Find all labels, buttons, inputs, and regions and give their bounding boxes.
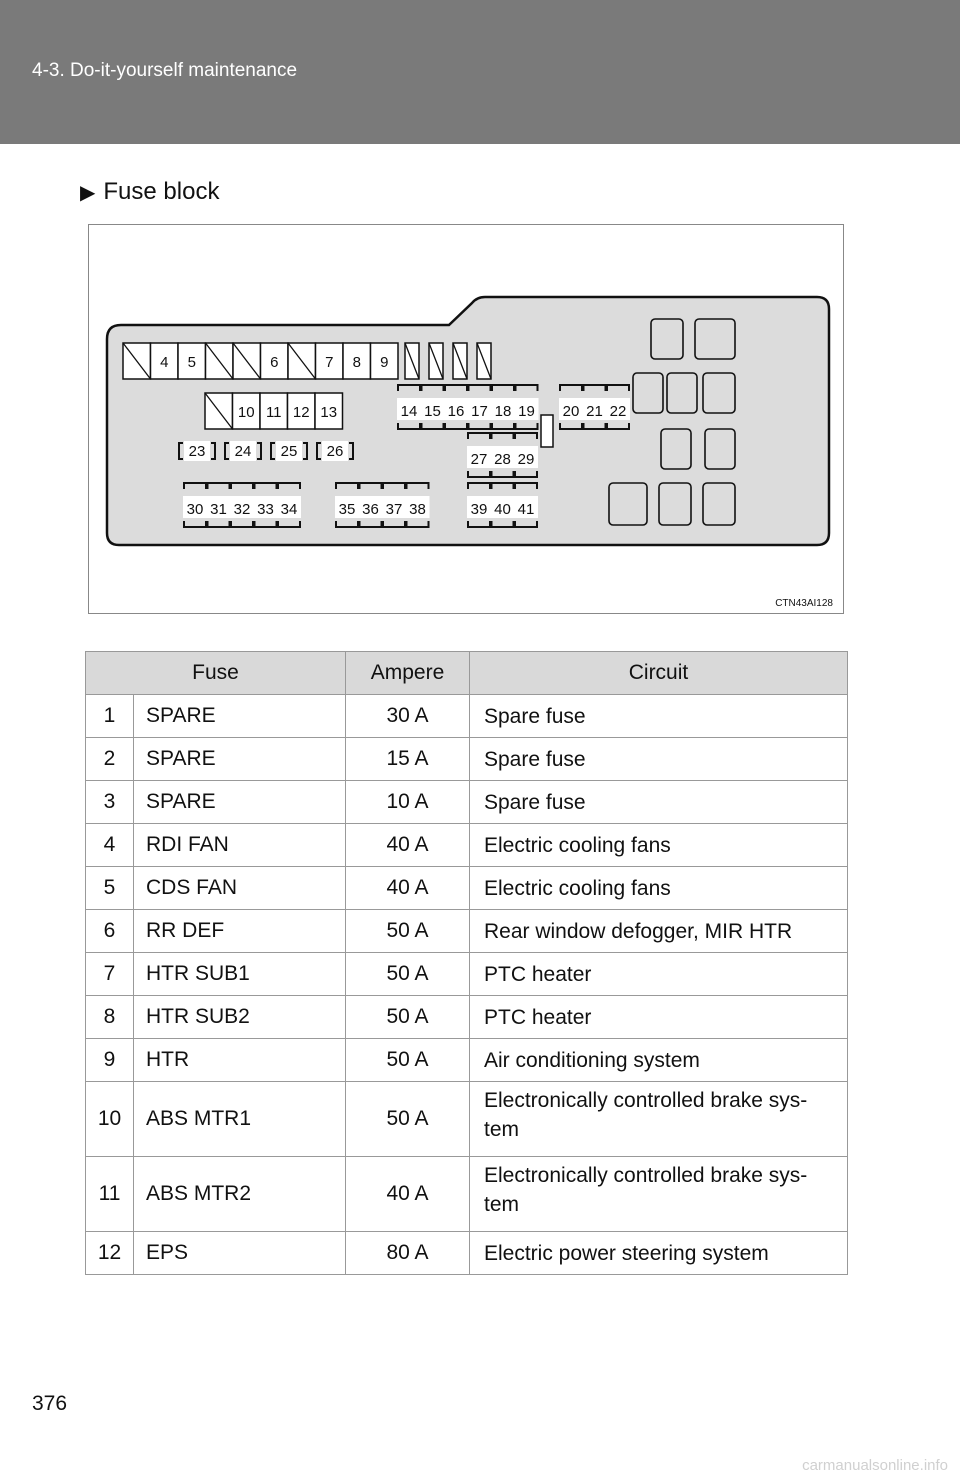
fuse-name: SPARE (134, 695, 346, 738)
fuse-label: 19 (518, 403, 535, 420)
table-row (86, 1232, 848, 1275)
fuse-label: 36 (362, 501, 379, 518)
fuse-ampere: 50 A (346, 1082, 470, 1157)
table-row (86, 781, 848, 824)
table-row (86, 996, 848, 1039)
fuse-number: 5 (86, 867, 134, 910)
fuse-block-diagram (88, 224, 844, 614)
fuse-name: EPS (134, 1232, 346, 1275)
fuse-label: 4 (160, 354, 169, 371)
fuse-ampere: 40 A (346, 824, 470, 867)
fuse-label: 16 (447, 403, 465, 420)
fuse-circuit: Spare fuse (470, 738, 848, 781)
fuse-name: HTR (134, 1039, 346, 1082)
header-circuit: Circuit (470, 652, 848, 695)
fuse-label: 33 (257, 501, 274, 518)
header-ampere: Ampere (346, 652, 470, 695)
fuse-label: 7 (325, 354, 334, 371)
fuse-label: 10 (237, 404, 255, 421)
fuse-ampere: 50 A (346, 910, 470, 953)
fuse-name: RR DEF (134, 910, 346, 953)
fuse-circuit: Electric cooling fans (470, 867, 848, 910)
fuse-number: 10 (86, 1082, 134, 1157)
fuse-label: 14 (400, 403, 418, 420)
table-row (86, 738, 848, 781)
fuse-name: HTR SUB1 (134, 953, 346, 996)
fuse-name: ABS MTR2 (134, 1157, 346, 1232)
page-header (0, 0, 960, 144)
fuse-ampere: 10 A (346, 781, 470, 824)
fuse-label: 21 (586, 403, 603, 420)
fuse-label: 37 (385, 501, 403, 518)
fuse-circuit: Electric power steering system (470, 1232, 848, 1275)
fuse-label: 40 (494, 501, 511, 518)
fuse-label: 26 (326, 443, 344, 460)
fuse-name: SPARE (134, 738, 346, 781)
fuse-label: 29 (517, 451, 535, 468)
fuse-ampere: 40 A (346, 1157, 470, 1232)
fuse-number: 11 (86, 1157, 134, 1232)
fuse-label: 12 (292, 404, 310, 421)
fuse-label: 8 (352, 354, 361, 371)
fuse-slot (541, 415, 553, 447)
fuse-number: 8 (86, 996, 134, 1039)
arrow-icon: ▶ (80, 182, 96, 204)
fuse-ampere: 15 A (346, 738, 470, 781)
fuse-label: 39 (470, 501, 488, 518)
fuse-number: 7 (86, 953, 134, 996)
fuse-label: 9 (380, 354, 389, 371)
fuse-number: 6 (86, 910, 134, 953)
watermark: carmanualsonline.info (660, 1436, 960, 1484)
fuse-ampere: 40 A (346, 867, 470, 910)
fuse-label: 41 (517, 501, 535, 518)
table-row (86, 695, 848, 738)
header-title: 4-3. Do-it-yourself maintenance (32, 60, 298, 81)
fuse-name: CDS FAN (134, 867, 346, 910)
fuse-number: 12 (86, 1232, 134, 1275)
fuse-circuit: Electric cooling fans (470, 824, 848, 867)
fuse-label: 28 (494, 451, 511, 468)
fuse-label: 32 (233, 501, 251, 518)
table-row (86, 910, 848, 953)
page-number: 376 (32, 1392, 68, 1415)
fuse-ampere: 50 A (346, 953, 470, 996)
fuse-name: HTR SUB2 (134, 996, 346, 1039)
fuse-label: 24 (234, 443, 252, 460)
fuse-name: RDI FAN (134, 824, 346, 867)
fuse-label: 11 (265, 404, 282, 421)
section-title: Fuse block (103, 178, 220, 205)
fuse-ampere: 50 A (346, 996, 470, 1039)
fuse-label: 23 (188, 443, 206, 460)
fuse-label: 13 (320, 404, 338, 421)
fuse-number: 1 (86, 695, 134, 738)
fuse-circuit: Electronically controlled brake sys- tem (470, 1157, 848, 1232)
figure-code: CTN43AI128 (775, 598, 833, 609)
fuse-label: 22 (609, 403, 627, 420)
section-heading (80, 178, 219, 206)
header-fuse: Fuse (86, 652, 346, 695)
table-row (86, 867, 848, 910)
fuse-label: 30 (186, 501, 204, 518)
fuse-label: 35 (338, 501, 356, 518)
fuse-label: 20 (562, 403, 580, 420)
table-row (86, 1157, 848, 1232)
fuse-label: 15 (424, 403, 441, 420)
fuse-circuit: Spare fuse (470, 695, 848, 738)
fuse-circuit: PTC heater (470, 953, 848, 996)
fuse-label: 25 (280, 443, 298, 460)
fuse-name: SPARE (134, 781, 346, 824)
fuse-label: 6 (270, 354, 279, 371)
fuse-table (85, 651, 848, 1275)
fuse-number: 4 (86, 824, 134, 867)
fuse-label: 5 (187, 354, 196, 371)
fuse-circuit: Rear window defogger, MIR HTR (470, 910, 848, 953)
fuse-ampere: 80 A (346, 1232, 470, 1275)
fuse-label: 38 (409, 501, 426, 518)
fuse-label: 34 (280, 501, 298, 518)
fuse-circuit: PTC heater (470, 996, 848, 1039)
fuse-number: 9 (86, 1039, 134, 1082)
fuse-circuit: Electronically controlled brake sys- tem (470, 1082, 848, 1157)
fuse-label: 31 (210, 501, 227, 518)
fuse-label: 17 (471, 403, 488, 420)
fuse-circuit: Spare fuse (470, 781, 848, 824)
table-row (86, 824, 848, 867)
fuse-ampere: 50 A (346, 1039, 470, 1082)
fuse-name: ABS MTR1 (134, 1082, 346, 1157)
fuse-ampere: 30 A (346, 695, 470, 738)
fuse-circuit: Air conditioning system (470, 1039, 848, 1082)
fuse-label: 27 (470, 451, 488, 468)
fuse-number: 3 (86, 781, 134, 824)
table-header-row (86, 652, 848, 695)
fuse-number: 2 (86, 738, 134, 781)
fuse-block-svg (89, 225, 843, 613)
table-row (86, 953, 848, 996)
fuse-label: 18 (494, 403, 512, 420)
table-row (86, 1039, 848, 1082)
table-row (86, 1082, 848, 1157)
